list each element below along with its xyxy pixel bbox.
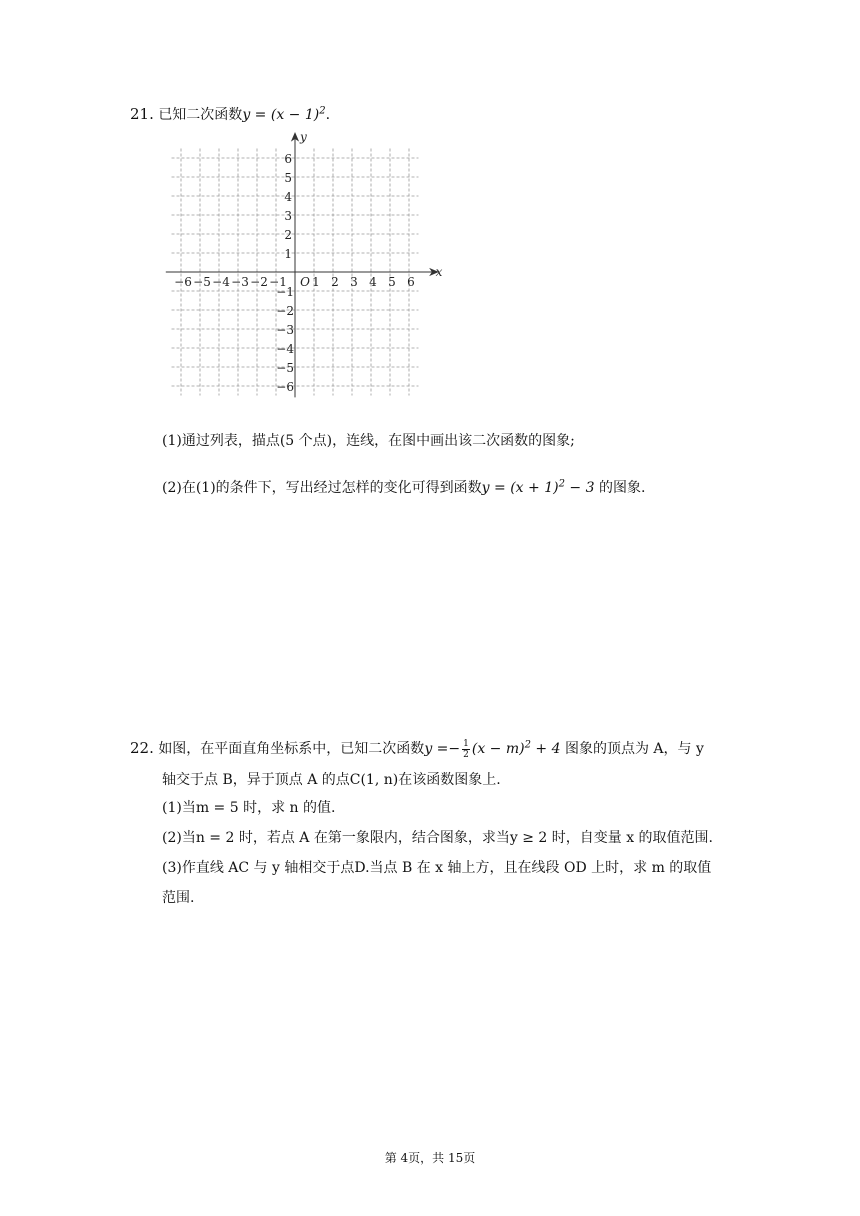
x-tick-label: 2 — [331, 275, 339, 289]
x-tick-label: 1 — [312, 275, 320, 289]
coordinate-grid — [150, 128, 450, 408]
x-tick-label: −3 — [231, 275, 249, 289]
x-tick-label: −5 — [193, 275, 211, 289]
x-tick-label: −6 — [174, 275, 192, 289]
y-tick-label: 2 — [284, 228, 292, 242]
q22-part1: (1)当m = 5 时，求 n 的值. — [162, 800, 336, 816]
y-tick-label: 5 — [284, 171, 292, 185]
y-tick-label: 6 — [284, 152, 292, 166]
q21-part2: (2)在(1)的条件下，写出经过怎样的变化可得到函数$y = (x + 1)^2 - 3$ 的图象. — [162, 478, 646, 496]
y-tick-label: −4 — [276, 342, 294, 356]
y-tick-label: −2 — [276, 304, 294, 318]
y-tick-label: −5 — [276, 361, 294, 375]
y-tick-label: −6 — [276, 380, 294, 394]
x-tick-label: −1 — [269, 275, 287, 289]
q22-part3-line1: (3)作直线 AC 与 y 轴相交于点D.当点 B 在 x 轴上方，且在线段 OD 上时，求 m 的取值 — [162, 860, 712, 876]
q21-part1: (1)通过列表，描点(5 个点)，连线，在图中画出该二次函数的图象; — [162, 433, 575, 449]
x-tick-label: 6 — [407, 275, 415, 289]
y-tick-label: 4 — [284, 190, 292, 204]
x-tick-label: 4 — [369, 275, 377, 289]
fraction-one-half: $\frac{1}{2}$ — [463, 738, 469, 760]
x-tick-label: −4 — [212, 275, 230, 289]
y-tick-label: 1 — [284, 247, 292, 261]
question-number: 22. — [130, 739, 154, 757]
question-number: 21. — [130, 105, 154, 123]
tick-labels — [174, 130, 442, 394]
page-footer: 第 4页，共 15页 — [384, 1151, 476, 1165]
q22-part3-line2: 范围. — [162, 890, 195, 906]
question-21-stem — [130, 104, 330, 125]
y-tick-label: −3 — [276, 323, 294, 337]
axes — [166, 133, 438, 397]
x-tick-label: −2 — [250, 275, 268, 289]
q22-line2: 轴交于点 B，异于顶点 A 的点C(1, n)在该函数图象上. — [162, 772, 501, 788]
x-axis-label: x — [435, 265, 443, 279]
stem-text: 已知二次函数 — [158, 107, 243, 123]
y-axis-label: y — [300, 130, 307, 145]
x-tick-label: 3 — [350, 275, 358, 289]
question-22-line1: 22. 如图，在平面直角坐标系中，已知二次函数y =− $\frac{1}{2}$ $(x - m)^2 + 4$ 图象的顶点为 A，与 y — [130, 738, 704, 760]
x-tick-label: 5 — [388, 275, 396, 289]
origin-label: O — [300, 275, 310, 289]
y-tick-label: −1 — [276, 285, 294, 299]
y-tick-label: 3 — [284, 209, 292, 223]
stem-formula: $y = (x - 1)^2$. — [242, 105, 331, 123]
q22-part2: (2)当n = 2 时，若点 A 在第一象限内，结合图象，求当y ≥ 2 时，自变量 x 的取值范围. — [162, 830, 713, 846]
